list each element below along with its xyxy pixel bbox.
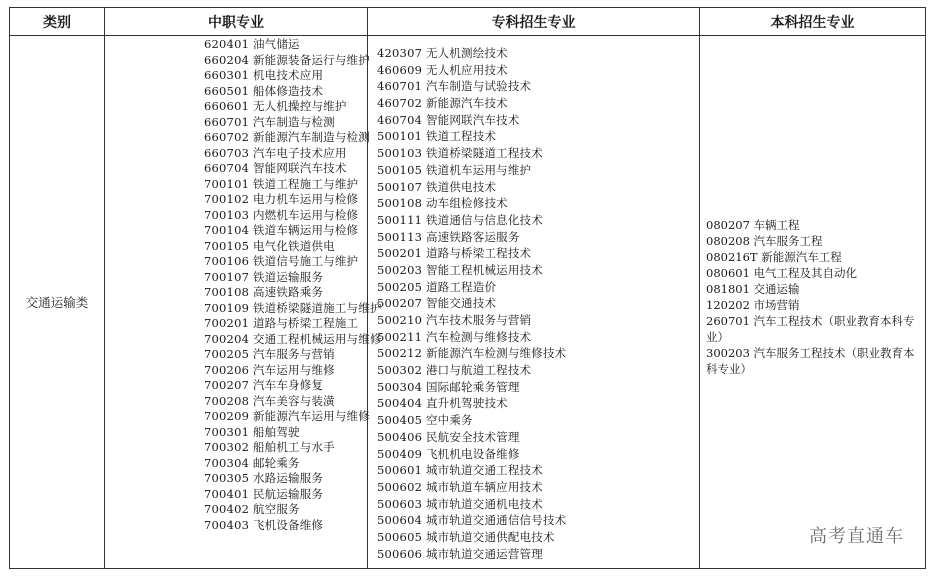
- list-item: 660704 智能网联汽车技术: [204, 161, 347, 175]
- list-item: 120202 市场营销: [706, 298, 800, 312]
- list-item: 500601 城市轨道交通工程技术: [377, 463, 543, 478]
- list-item: 080601 电气工程及其自动化: [706, 266, 858, 280]
- category-cell: 交通运输类: [10, 36, 105, 569]
- list-item: 500108 动车组检修技术: [377, 196, 508, 211]
- list-item: 500107 铁道供电技术: [377, 179, 497, 194]
- list-item: 500603 城市轨道交通机电技术: [377, 496, 543, 511]
- list-item: 500103 铁道桥梁隧道工程技术: [377, 146, 543, 161]
- list-item: 500302 港口与航道工程技术: [377, 363, 532, 378]
- list-item: 700403 飞机设备维修: [204, 517, 324, 532]
- benke-cell: [700, 36, 926, 569]
- list-item: 660601 无人机操控与维护: [204, 99, 347, 113]
- list-item: 500606 城市轨道交通运营管理: [377, 546, 543, 561]
- list-item: 700207 汽车车身修复: [204, 378, 324, 392]
- list-item: 460609 无人机应用技术: [377, 62, 508, 77]
- list-item: 500409 飞机机电设备维修: [377, 446, 520, 461]
- list-item: 660703 汽车电子技术应用: [204, 145, 347, 160]
- list-item: 500405 空中乘务: [377, 413, 473, 428]
- list-item: 700206 汽车运用与维修: [204, 362, 335, 377]
- list-item: 660501 船体修造技术: [204, 83, 324, 98]
- list-item: 500205 道路工程造价: [377, 279, 497, 294]
- list-item: 500201 道路与桥梁工程技术: [377, 246, 532, 261]
- list-item: 500207 智能交通技术: [377, 296, 497, 311]
- list-item: 660701 汽车制造与检测: [204, 114, 335, 129]
- zhongzhi-cell: [105, 36, 382, 569]
- list-item: 700401 民航运输服务: [204, 486, 324, 501]
- table-row: [10, 36, 926, 569]
- majors-table: [9, 7, 926, 569]
- list-item: 700101 铁道工程施工与维护: [204, 176, 359, 191]
- list-item: 500210 汽车技术服务与营销: [377, 313, 532, 327]
- list-item: 500203 智能工程机械运用技术: [377, 262, 543, 277]
- list-item: 700109 铁道桥梁隧道施工与维护: [204, 300, 382, 315]
- header-category: 类别: [10, 8, 105, 36]
- header-zhongzhi: 中职专业: [105, 8, 368, 36]
- list-item: 700103 内燃机车运用与检修: [204, 207, 359, 222]
- list-item: 700302 船舶机工与水手: [204, 440, 335, 454]
- list-item: 700205 汽车服务与营销: [204, 347, 335, 361]
- list-item: 500113 高速铁路客运服务: [377, 229, 520, 244]
- list-item: 500111 铁道通信与信息化技术: [377, 212, 543, 227]
- list-item: 700108 高速铁路乘务: [204, 285, 324, 299]
- zhongzhi-list: [105, 36, 382, 533]
- list-item: 620401 油气储运: [204, 37, 300, 51]
- list-item: 700102 电力机车运用与检修: [204, 192, 359, 206]
- list-item: 080208 汽车服务工程: [706, 234, 823, 248]
- list-item: 500602 城市轨道车辆应用技术: [377, 479, 543, 494]
- list-item: 080207 车辆工程: [706, 218, 800, 232]
- list-item: 460701 汽车制造与试验技术: [377, 79, 532, 94]
- list-item: 700105 电气化铁道供电: [204, 238, 335, 253]
- list-item: 500304 国际邮轮乘务管理: [377, 379, 520, 394]
- list-item: 700107 铁道运输服务: [204, 269, 324, 284]
- list-item: 500101 铁道工程技术: [377, 129, 497, 144]
- list-item: 460702 新能源汽车技术: [377, 96, 508, 111]
- list-item: 700209 新能源汽车运用与维修: [204, 409, 370, 423]
- list-item: 420307 无人机测绘技术: [377, 46, 508, 60]
- list-item: 081801 交通运输: [706, 282, 800, 296]
- list-item: 500105 铁道机车运用与维护: [377, 162, 532, 177]
- header-row: [10, 8, 926, 36]
- list-item: 700204 交通工程机械运用与维修: [204, 331, 382, 346]
- list-item: 700208 汽车美容与装潢: [204, 393, 335, 408]
- list-item: 700106 铁道信号施工与维护: [204, 254, 359, 268]
- list-item: 700304 邮轮乘务: [204, 455, 300, 470]
- watermark: 高考直通车: [809, 526, 904, 547]
- list-item: 460704 智能网联汽车技术: [377, 112, 520, 127]
- list-item: 500404 直升机驾驶技术: [377, 396, 508, 411]
- zhuanke-cell: [368, 36, 700, 569]
- list-item: 660204 新能源装备运行与维护: [204, 52, 370, 67]
- list-item: 500604 城市轨道交通通信信号技术: [377, 513, 567, 528]
- benke-list: [700, 36, 925, 377]
- list-item: 500605 城市轨道交通供配电技术: [377, 529, 555, 544]
- header-zhuanke: 专科招生专业: [368, 8, 700, 36]
- list-item: 700301 船舶驾驶: [204, 424, 300, 439]
- list-item: 660702 新能源汽车制造与检测: [204, 130, 370, 144]
- list-item: 500406 民航安全技术管理: [377, 429, 520, 444]
- zhuanke-list: [368, 36, 699, 562]
- list-item: 700201 道路与桥梁工程施工: [204, 316, 359, 330]
- list-item: 300203 汽车服务工程技术（职业教育本科专业）: [706, 346, 915, 376]
- header-benke: 本科招生专业: [700, 8, 926, 36]
- list-item: 700402 航空服务: [204, 502, 300, 516]
- list-item: 500211 汽车检测与维修技术: [377, 329, 532, 344]
- list-item: 500212 新能源汽车检测与维修技术: [377, 346, 567, 361]
- list-item: 260701 汽车工程技术（职业教育本科专业）: [706, 314, 915, 344]
- list-item: 080216T 新能源汽车工程: [706, 250, 842, 264]
- list-item: 700104 铁道车辆运用与检修: [204, 223, 359, 237]
- list-item: 700305 水路运输服务: [204, 471, 324, 485]
- list-item: 660301 机电技术应用: [204, 68, 324, 82]
